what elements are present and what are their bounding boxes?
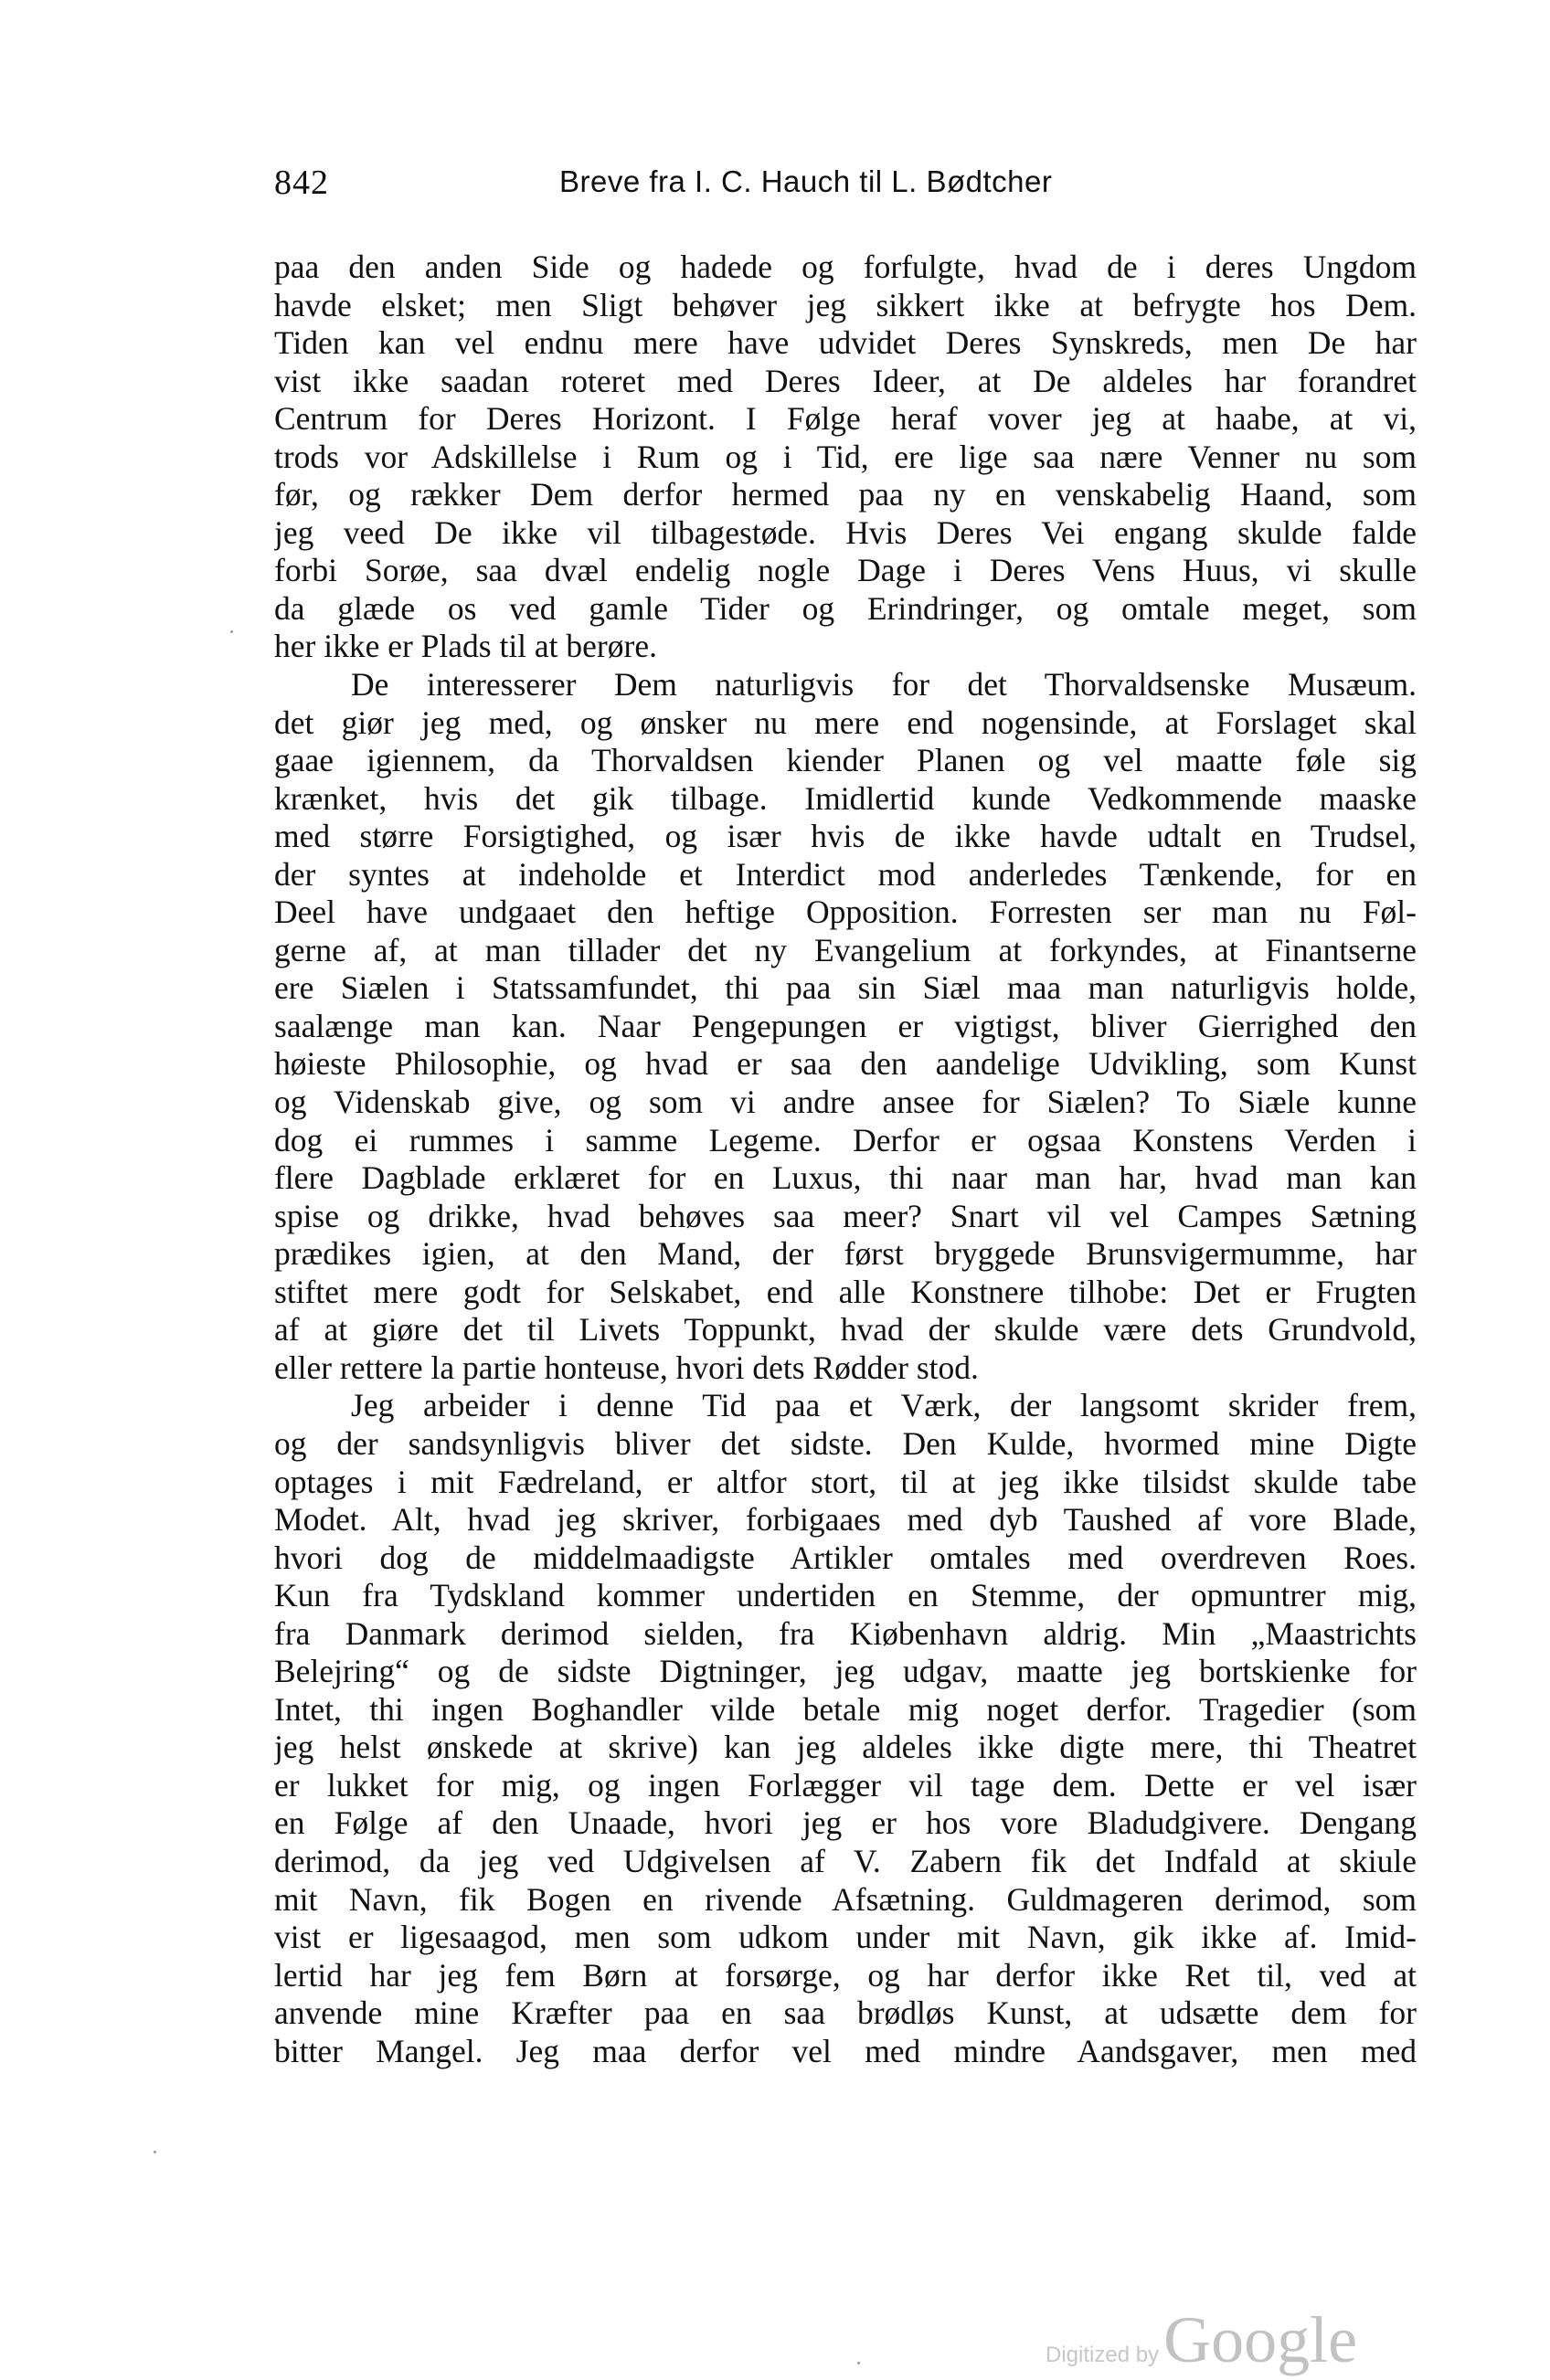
page-number: 842 [274,164,329,202]
text-line: ere Siælen i Statssamfundet, thi paa sin Siæl maa man naturligvis holde, [274,969,1417,1007]
paragraph-start-line: Jeg arbeider i denne Tid paa et Værk, der langsomt skrider frem, [351,1387,1417,1424]
text-line: og Videnskab give, og som vi andre ansee for Siælen? To Siæle kunne [274,1084,1417,1121]
text-line: lertid har jeg fem Børn at forsørge, og har derfor ikke Ret til, ved at [274,1956,1417,1994]
text-line: prædikes igien, at den Mand, der først bryggede Brunsvigermumme, har [274,1235,1417,1273]
text-line: vist ikke saadan roteret med Deres Ideer, at De aldeles har forandret [274,362,1417,399]
text-line: paa den anden Side og hadede og forfulgte, hvad de i deres Ungdom [274,249,1417,285]
text-line: optages i mit Fædreland, er altfor stort, til at jeg ikke tilsidst skulde tabe [274,1463,1417,1500]
text-line: da glæde os ved gamle Tider og Erindringer, og omtale meget, som [274,589,1417,627]
text-line: eller rettere la partie honteuse, hvori dets Rødder stod. [274,1349,979,1386]
text-line: gaae igiennem, da Thorvaldsen kiender Planen og vel maatte føle sig [274,742,1417,779]
text-line: fra Danmark derimod sielden, fra Kiøbenhavn aldrig. Min „Maastrichts [274,1614,1417,1652]
text-line: anvende mine Kræfter paa en saa brødløs Kunst, at udsætte dem for [274,1994,1417,2032]
text-line: før, og rækker Dem derfor hermed paa ny en venskabelig Haand, som [274,476,1417,513]
running-title: Breve fra I. C. Hauch til L. Bødtcher [559,164,1053,198]
text-line: mit Navn, fik Bogen en rivende Afsætning. Guldmageren derimod, som [274,1880,1417,1918]
text-line: det giør jeg med, og ønsker nu mere end nogensinde, at Forslaget skal [274,703,1417,741]
paragraph-start-line: De interesserer Dem naturligvis for det Thorvaldsenske Musæum. [351,666,1417,703]
text-line: og der sandsynligvis bliver det sidste. Den Kulde, hvormed mine Digte [274,1424,1417,1462]
text-line: havde elsket; men Sligt behøver jeg sikkert ikke at befrygte hos Dem. [274,286,1417,323]
text-line: gerne af, at man tillader det ny Evangelium at forkyndes, at Finantserne [274,931,1417,968]
digitized-by-google-watermark [1046,2302,1358,2376]
text-line: derimod, da jeg ved Udgivelsen af V. Zabern fik det Indfald at skiule [274,1842,1417,1879]
text-line: jeg veed De ikke vil tilbagestøde. Hvis Deres Vei engang skulde falde [274,513,1417,551]
text-line: der syntes at indeholde et Interdict mod anderledes Tænkende, for en [274,855,1417,893]
text-line: høieste Philosophie, og hvad er saa den aandelige Udvikling, som Kunst [274,1045,1417,1083]
watermark-prefix: Digitized by [1046,2343,1160,2367]
text-line: stiftet mere godt for Selskabet, end alle Konstnere tilhobe: Det er Frugten [274,1273,1417,1310]
text-line: en Følge af den Unaade, hvori jeg er hos vore Bladudgivere. Dengang [274,1804,1417,1842]
text-line: er lukket for mig, og ingen Forlægger vil tage dem. Dette er vel især [274,1766,1417,1804]
text-line: Belejring“ og de sidste Digtninger, jeg udgav, maatte jeg bortskienke for [274,1653,1417,1690]
text-line: hvori dog de middelmaadigste Artikler omtales med overdreven Roes. [274,1539,1417,1576]
text-line: her ikke er Plads til at berøre. [274,628,657,665]
scan-speck [857,2362,860,2364]
text-line: vist er ligesaagod, men som udkom under mit Navn, gik ikke af. Imid- [274,1919,1417,1956]
text-line: trods vor Adskillelse i Rum og i Tid, ere lige saa nære Venner nu som [274,438,1417,475]
text-line: saalænge man kan. Naar Pengepungen er vigtigst, bliver Gierrighed den [274,1007,1417,1044]
text-line: flere Dagblade erklæret for en Luxus, thi naar man har, hvad man kan [274,1159,1417,1197]
text-line: Kun fra Tydskland kommer undertiden en Stemme, der opmuntrer mig, [274,1577,1417,1614]
text-line: Intet, thi ingen Boghandler vilde betale mig noget derfor. Tragedier (som [274,1690,1417,1728]
text-line: dog ei rummes i samme Legeme. Derfor er ogsaa Konstens Verden i [274,1121,1417,1158]
page-header [274,163,1462,217]
text-line: med større Forsigtighed, og især hvis de ikke havde udtalt en Trudsel, [274,818,1417,855]
text-line: Modet. Alt, hvad jeg skriver, forbigaaes med dyb Taushed af vore Blade, [274,1501,1417,1539]
scan-speck [154,2151,156,2153]
letter-body [274,249,1417,2070]
text-line: Centrum for Deres Horizont. I Følge heraf vover jeg at haabe, at vi, [274,400,1417,438]
text-line: Deel have undgaaet den heftige Opposition. Forresten ser man nu Føl- [274,894,1417,931]
text-line: Tiden kan vel endnu mere have udvidet Deres Synskreds, men De har [274,324,1417,362]
text-line: krænket, hvis det gik tilbage. Imidlertid kunde Vedkommende maaske [274,779,1417,817]
text-line: forbi Sorøe, saa dvæl endelig nogle Dage i Deres Vens Huus, vi skulle [274,552,1417,589]
text-line: bitter Mangel. Jeg maa derfor vel med mindre Aandsgaver, men med [274,2032,1417,2069]
text-line: jeg helst ønskede at skrive) kan jeg aldeles ikke digte mere, thi Theatret [274,1729,1417,1766]
text-line: af at giøre det til Livets Toppunkt, hvad der skulde være dets Grundvold, [274,1311,1417,1349]
scan-speck [230,630,233,633]
google-logo: Google [1163,2303,1358,2376]
text-line: spise og drikke, hvad behøves saa meer? Snart vil vel Campes Sætning [274,1197,1417,1234]
